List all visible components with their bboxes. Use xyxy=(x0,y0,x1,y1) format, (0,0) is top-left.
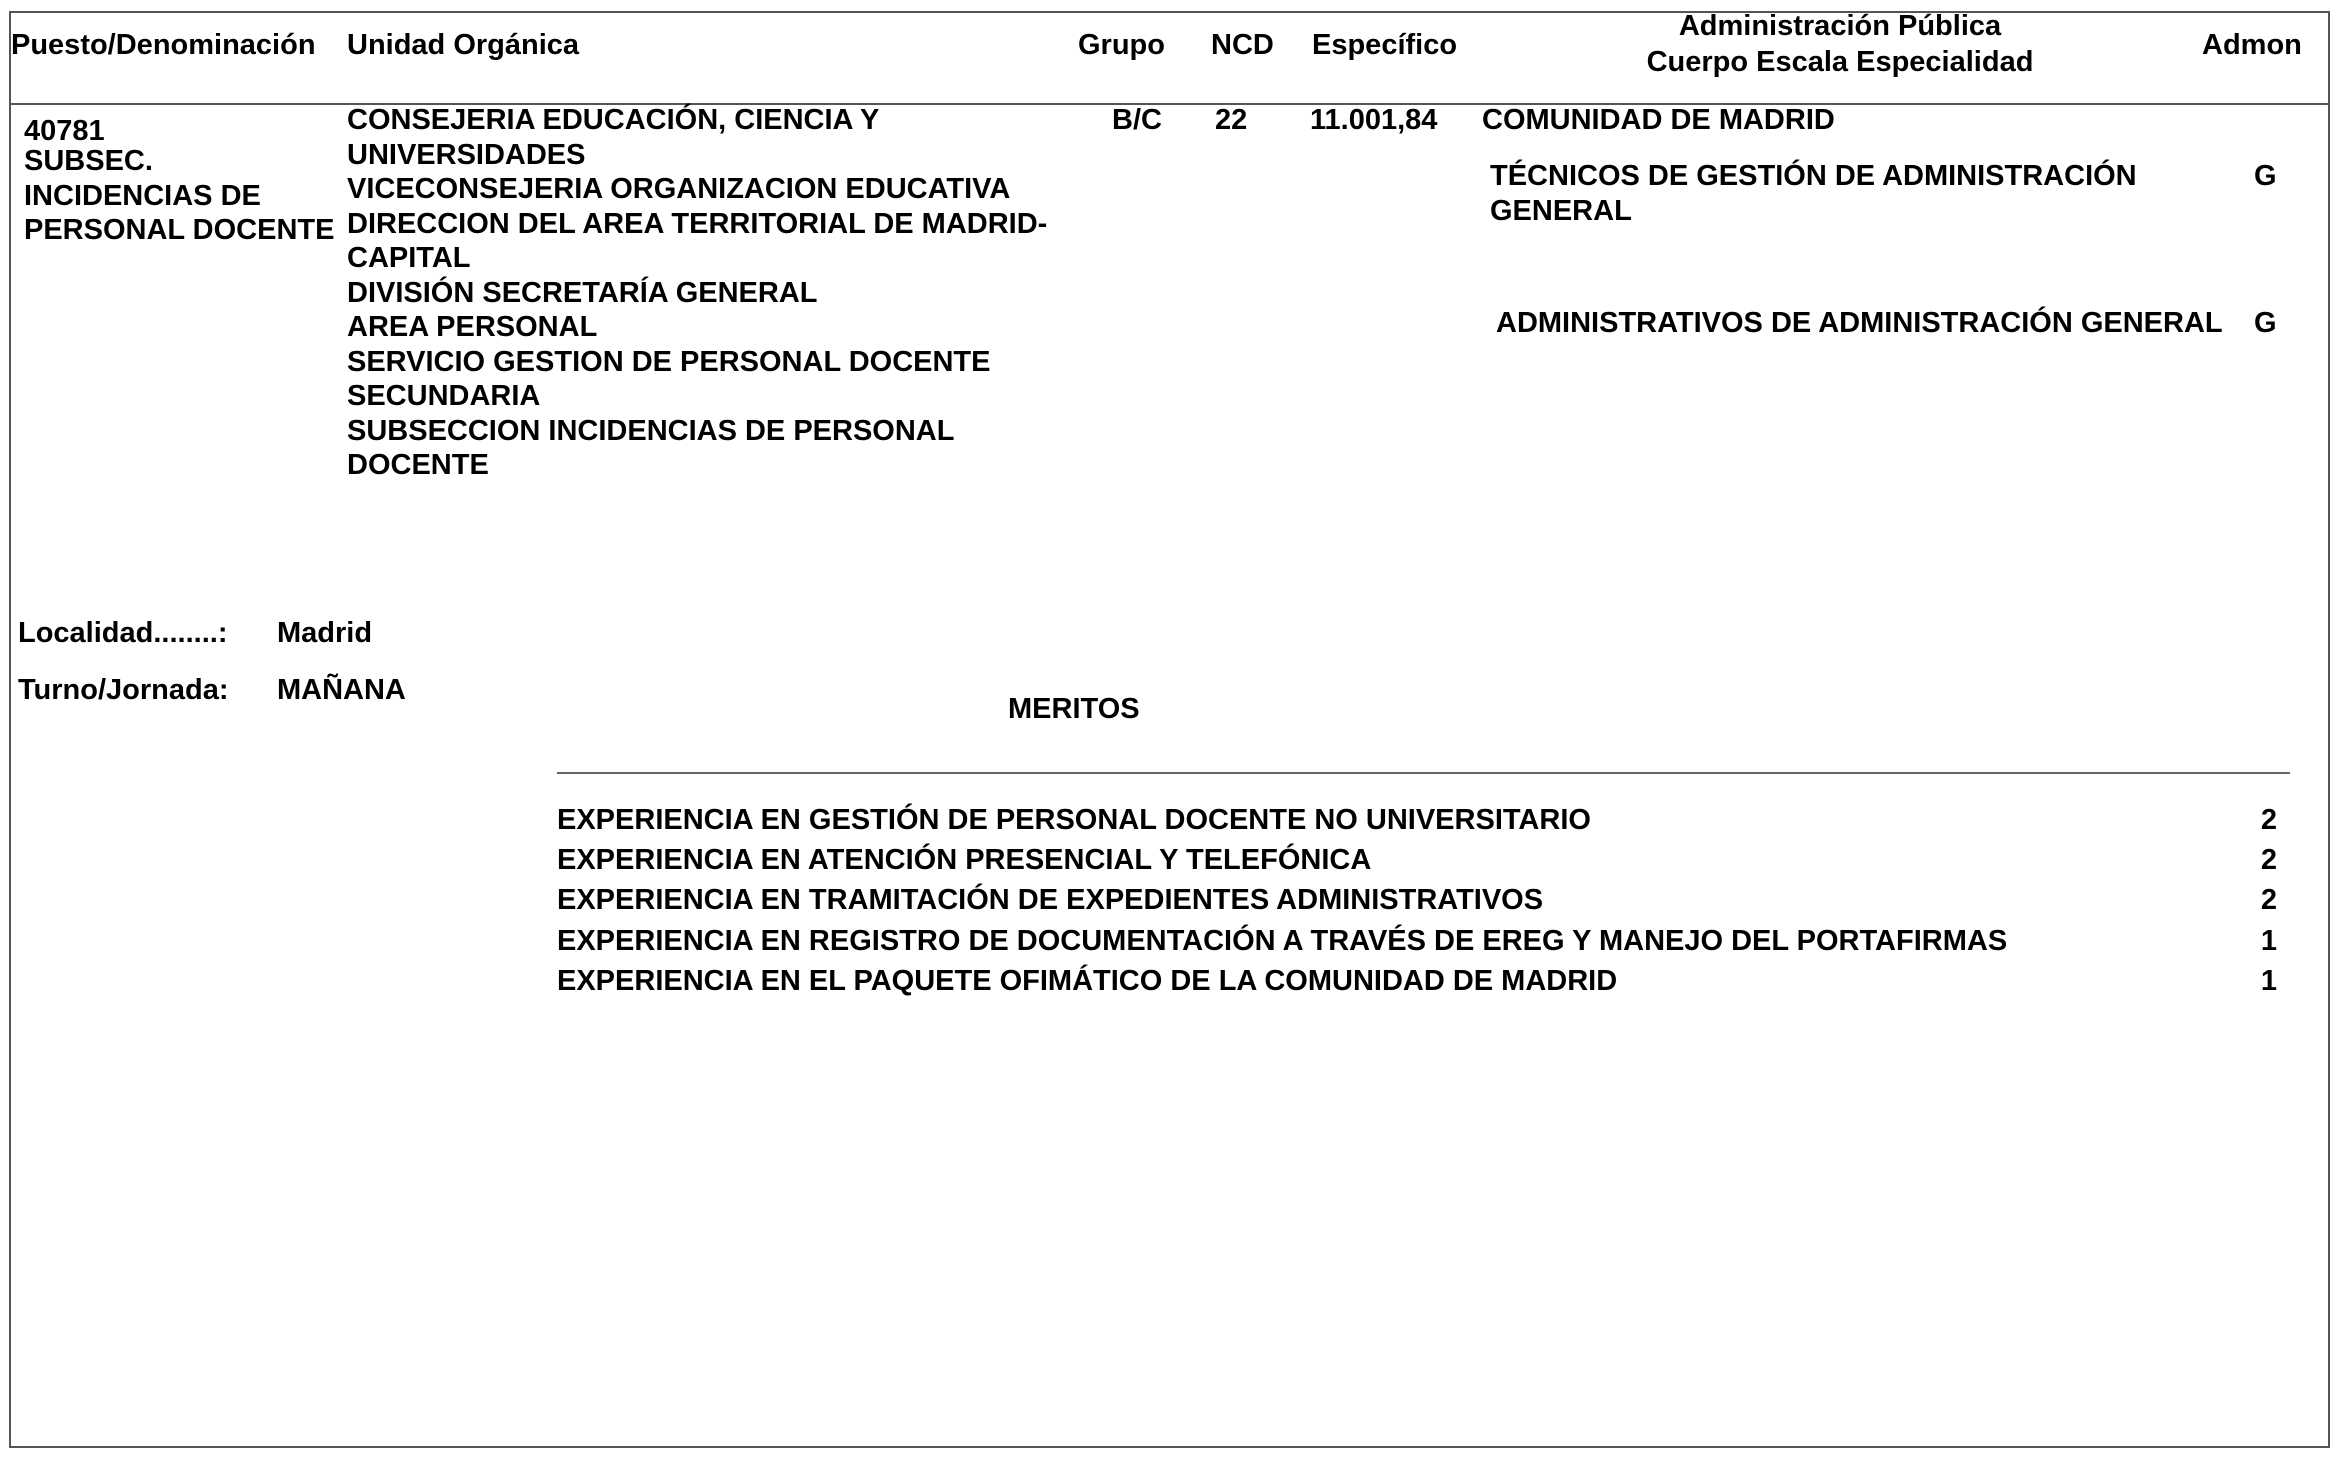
header-unidad: Unidad Orgánica xyxy=(347,29,580,61)
merit-points: 2 xyxy=(2260,844,2277,876)
unidad-line: CONSEJERIA EDUCACIÓN, CIENCIA Y xyxy=(347,104,880,136)
header-grupo: Grupo xyxy=(1078,29,1165,61)
grupo-value: B/C xyxy=(1112,104,1162,136)
post-code: 40781 xyxy=(24,115,105,147)
merit-text: EXPERIENCIA EN TRAMITACIÓN DE EXPEDIENTES ADMINISTRATIVOS xyxy=(557,884,1544,916)
merit-text: EXPERIENCIA EN GESTIÓN DE PERSONAL DOCENTE NO UNIVERSITARIO xyxy=(557,804,1591,836)
unidad-line: VICECONSEJERIA ORGANIZACION EDUCATIVA xyxy=(347,173,1011,205)
merit-text: EXPERIENCIA EN EL PAQUETE OFIMÁTICO DE LA COMUNIDAD DE MADRID xyxy=(557,965,1618,997)
unidad-line: SERVICIO GESTION DE PERSONAL DOCENTE xyxy=(347,345,991,378)
localidad-label: Localidad........: xyxy=(18,617,228,649)
merit-text: EXPERIENCIA EN REGISTRO DE DOCUMENTACIÓN A TRAVÉS DE EREG Y MANEJO DEL PORTAFIRMAS xyxy=(557,925,2008,957)
cuerpo-administrativos-admon: G xyxy=(2254,307,2277,339)
merit-points: 1 xyxy=(2260,965,2277,997)
merit-row xyxy=(557,883,2277,923)
unidad-line: CAPITAL xyxy=(347,242,471,274)
header-admin-publica: Administración Pública xyxy=(1678,10,2002,42)
cuerpo-line: TÉCNICOS DE GESTIÓN DE ADMINISTRACIÓN xyxy=(1490,160,2137,192)
header-ncd: NCD xyxy=(1211,29,1274,61)
unidad-line: DOCENTE xyxy=(347,449,489,481)
merit-row xyxy=(557,964,2277,1004)
merit-points: 2 xyxy=(2260,884,2277,916)
unidad-line: UNIVERSIDADES xyxy=(347,138,586,171)
denomination-line: SUBSEC. xyxy=(24,145,153,177)
merit-row xyxy=(557,924,2277,964)
cuerpo-tecnicos-admon: G xyxy=(2254,160,2277,192)
administracion-value: COMUNIDAD DE MADRID xyxy=(1482,104,1835,136)
merit-row xyxy=(557,803,2277,843)
cuerpo-line: GENERAL xyxy=(1490,194,1632,227)
header-especifico: Específico xyxy=(1312,29,1458,61)
header-cuerpo-escala: Cuerpo Escala Especialidad xyxy=(1646,46,2034,78)
merit-row xyxy=(557,843,2277,883)
cuerpo-administrativos: ADMINISTRATIVOS DE ADMINISTRACIÓN GENERAL xyxy=(1496,307,2223,339)
meritos-title: MERITOS xyxy=(1008,693,1140,725)
merit-text: EXPERIENCIA EN ATENCIÓN PRESENCIAL Y TELEFÓNICA xyxy=(557,844,1372,876)
unidad-organica xyxy=(347,103,1047,483)
especifico-value: 11.001,84 xyxy=(1310,104,1438,136)
header-puesto: Puesto/Denominación xyxy=(11,29,316,61)
localidad-value: Madrid xyxy=(277,617,373,649)
ncd-value: 22 xyxy=(1215,104,1248,136)
unidad-line: AREA PERSONAL xyxy=(347,311,598,343)
unidad-line: SUBSECCION INCIDENCIAS DE PERSONAL xyxy=(347,414,955,447)
unidad-line: DIVISIÓN SECRETARÍA GENERAL xyxy=(347,276,818,309)
turno-value: MAÑANA xyxy=(277,674,406,706)
meritos-divider xyxy=(557,772,2290,774)
header-admon: Admon xyxy=(2202,29,2302,61)
denomination-line: PERSONAL DOCENTE xyxy=(24,214,335,246)
merit-points: 2 xyxy=(2260,804,2277,836)
merit-points: 1 xyxy=(2260,925,2277,957)
cuerpo-tecnicos xyxy=(1490,159,2137,228)
denomination-line: INCIDENCIAS DE xyxy=(24,179,261,212)
unidad-line: SECUNDARIA xyxy=(347,380,541,412)
post-denomination xyxy=(24,144,334,248)
turno-label: Turno/Jornada: xyxy=(18,674,229,706)
unidad-line: DIRECCION DEL AREA TERRITORIAL DE MADRID- xyxy=(347,207,1048,240)
